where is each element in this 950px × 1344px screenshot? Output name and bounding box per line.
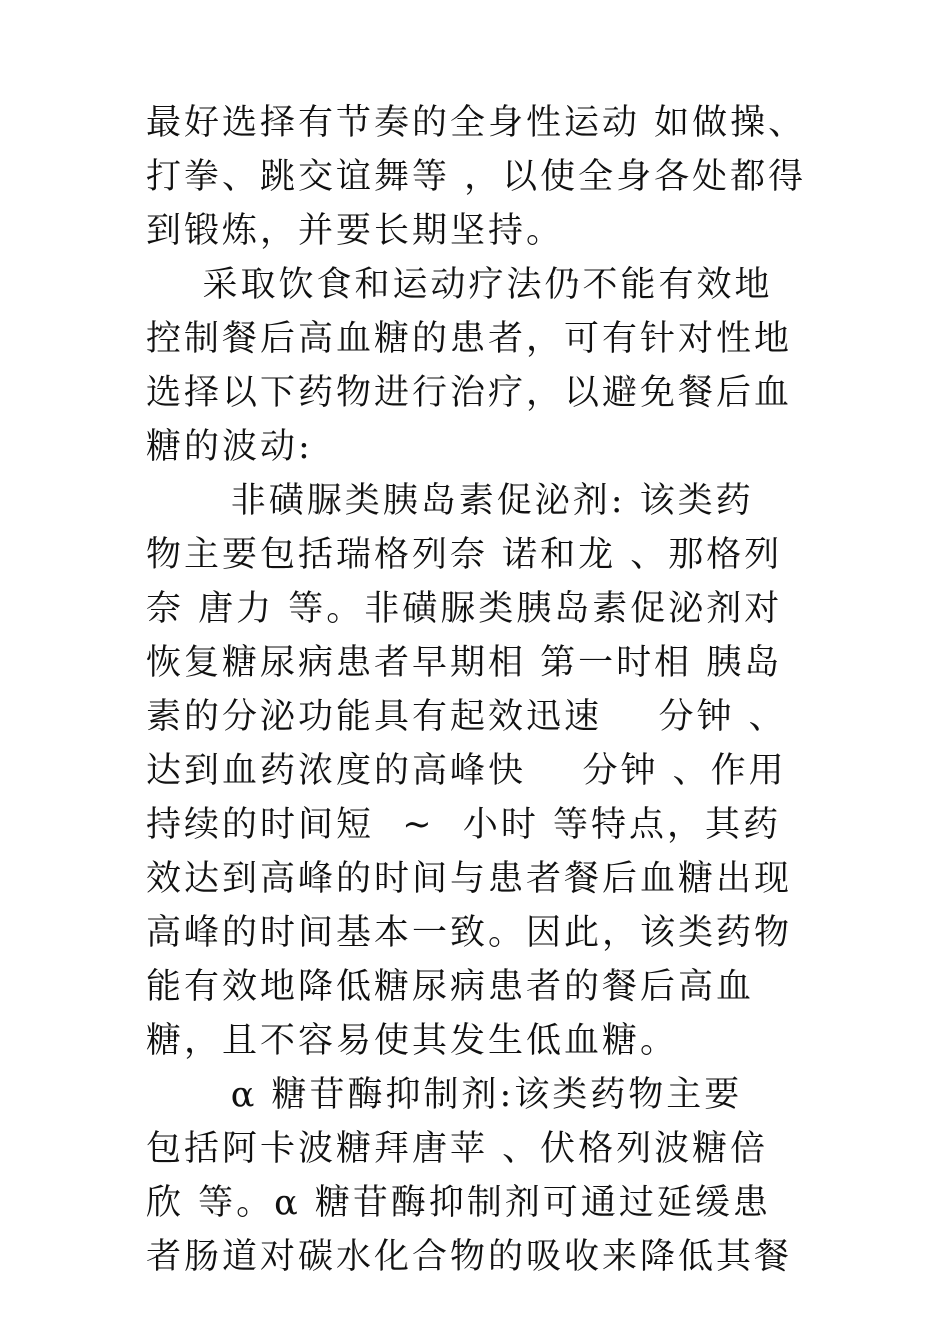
text-line: 选择以下药物进行治疗，以避免餐后血: [146, 373, 793, 413]
text-line: α 糖苷酶抑制剂:该类药物主要: [146, 1075, 743, 1115]
text-line: 奈 唐力 等。非磺脲类胰岛素促泌剂对: [146, 589, 783, 629]
text-line: 非磺脲类胰岛素促泌剂: 该类药: [146, 481, 754, 521]
text-line: 采取饮食和运动疗法仍不能有效地: [146, 265, 773, 305]
text-line: 高峰的时间基本一致。因此，该类药物: [146, 913, 793, 953]
text-line: 糖的波动:: [146, 427, 313, 467]
text-line: 恢复糖尿病患者早期相 第一时相 胰岛: [146, 643, 783, 683]
text-line: 最好选择有节奏的全身性运动 如做操、: [146, 103, 807, 143]
text-line: 效达到高峰的时间与患者餐后血糖出现: [146, 859, 793, 899]
text-line: 能有效地降低糖尿病患者的餐后高血: [146, 967, 755, 1007]
text-line: 打拳、跳交谊舞等 ，以使全身各处都得: [146, 157, 807, 197]
text-line: 素的分泌功能具有起效迅速 分钟 、: [146, 697, 787, 737]
body-text: [146, 96, 836, 1284]
text-line: 到锻炼，并要长期坚持。: [146, 211, 565, 251]
text-line: 糖，且不容易使其发生低血糖。: [146, 1021, 679, 1061]
text-line: 达到血药浓度的高峰快 分钟 、作用: [146, 751, 787, 791]
text-line: 控制餐后高血糖的患者，可有针对性地: [146, 319, 793, 359]
text-line: 持续的时间短 ~ 小时 等特点，其药: [146, 805, 781, 845]
text-line: 欣 等。α 糖苷酶抑制剂可通过延缓患: [146, 1183, 771, 1223]
text-line: 包括阿卡波糖拜唐苹 、伏格列波糖倍: [146, 1129, 769, 1169]
text-line: 物主要包括瑞格列奈 诺和龙 、那格列: [146, 535, 783, 575]
text-line: 者肠道对碳水化合物的吸收来降低其餐: [146, 1237, 793, 1277]
